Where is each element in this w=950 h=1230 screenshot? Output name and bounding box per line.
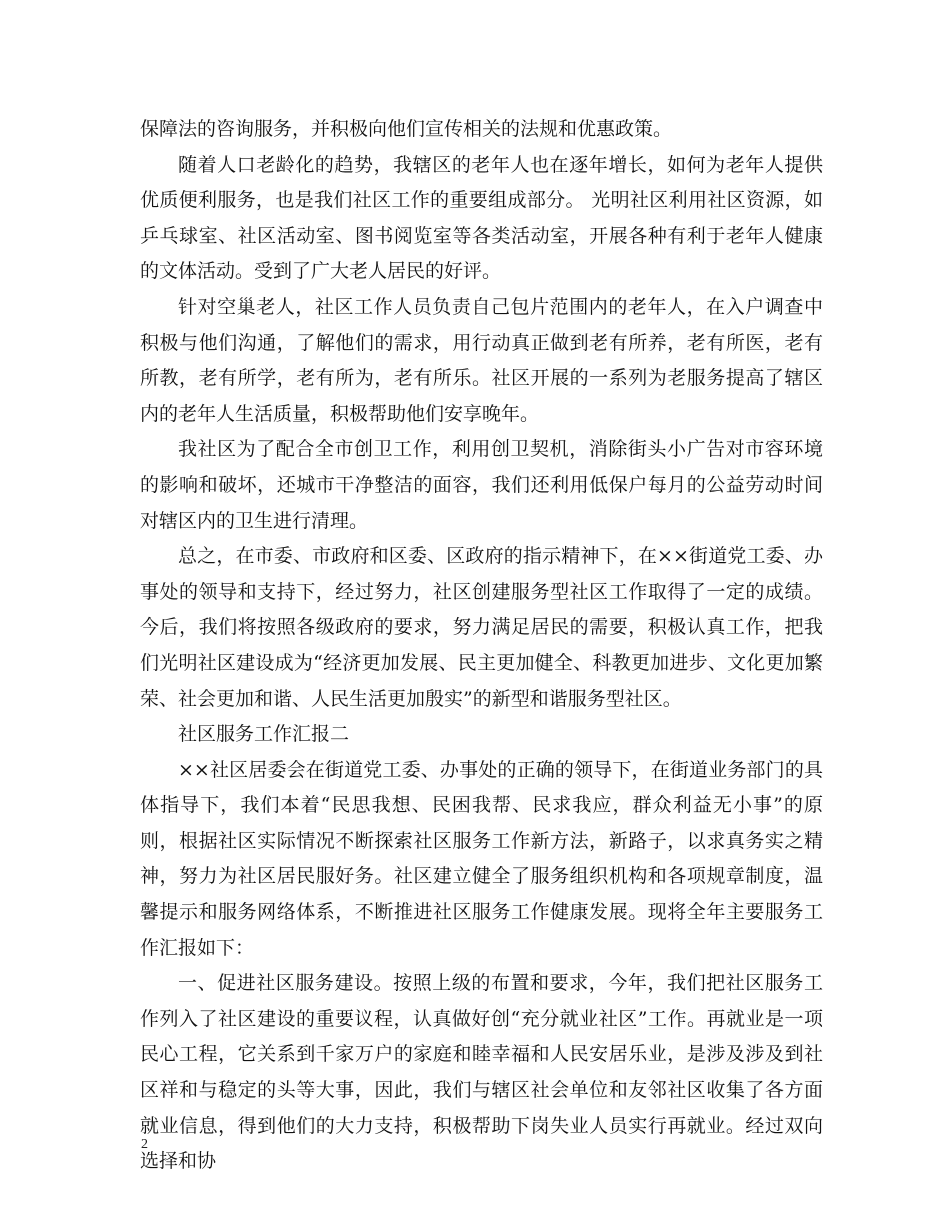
paragraph-sanitation: 我社区为了配合全市创卫工作，利用创卫契机，消除街头小广告对市容环境的影响和破坏，还城市干净整洁的面容，我们还利用低保户每月的公益劳动时间对辖区内的卫生进行清理。 [140, 438, 823, 532]
paragraph-service-construction: 一、促进社区服务建设。按照上级的布置和要求，今年，我们把社区服务工作列入了社区建设的重要议程，认真做好创“充分就业社区”工作。再就业是一项民心工程，它关系到千家万户的家庭和睦幸福和人民安居乐业，是涉及涉及到社区祥和与稳定的头等大事，因此，我们与辖区社会单位和友邻社区收集了各方面就业信息，得到他们的大力支持，积极帮助下岗失业人员实行再就业。经过双向选择和协 [140, 972, 823, 1173]
section-heading: 社区服务工作汇报二 [178, 723, 350, 746]
paragraph-empty-nest-elderly: 针对空巢老人，社区工作人员负责自己包片范围内的老年人，在入户调查中积极与他们沟通，了解他们的需求，用行动真正做到老有所养，老有所医，老有所教，老有所学，老有所为，老有所乐。社区开展的一系列为老服务提高了辖区内的老年人生活质量，积极帮助他们安享晚年。 [140, 295, 823, 425]
paragraph-summary: 总之，在市委、市政府和区委、区政府的指示精神下，在××街道党工委、办事处的领导和支持下，经过努力，社区创建服务型社区工作取得了一定的成绩。今后，我们将按照各级政府的要求，努力满足居民的需要，积极认真工作，把我们光明社区建设成为“经济更加发展、民主更加健全、科教更加进步、文化更加繁荣、社会更加和谐、人民生活更加殷实”的新型和谐服务型社区。 [140, 545, 823, 710]
paragraph-continued: 保障法的咨询服务，并积极向他们宣传相关的法规和优惠政策。 [140, 118, 673, 140]
page-number: 2 [141, 1137, 148, 1152]
paragraph-elderly-services: 随着人口老龄化的趋势，我辖区的老年人也在逐年增长，如何为老年人提供优质便利服务，也是我们社区工作的重要组成部分。 光明社区利用社区资源，如乒乓球室、社区活动室、图书阅览室等各类活动室，开展各种有利于老年人健康的文体活动。受到了广大老人居民的好评。 [140, 153, 823, 283]
paragraph-report-intro: ××社区居委会在街道党工委、办事处的正确的领导下，在街道业务部门的具体指导下，我们本着“民思我想、民困我帮、民求我应，群众利益无小事”的原则，根据社区实际情况不断探索社区服务工作新方法，新路子，以求真务实之精神，努力为社区居民服好务。社区建立健全了服务组织机构和各项规章制度，温馨提示和服务网络体系，不断推进社区服务工作健康发展。现将全年主要服务工作汇报如下： [140, 758, 823, 959]
document-body [140, 112, 823, 1180]
